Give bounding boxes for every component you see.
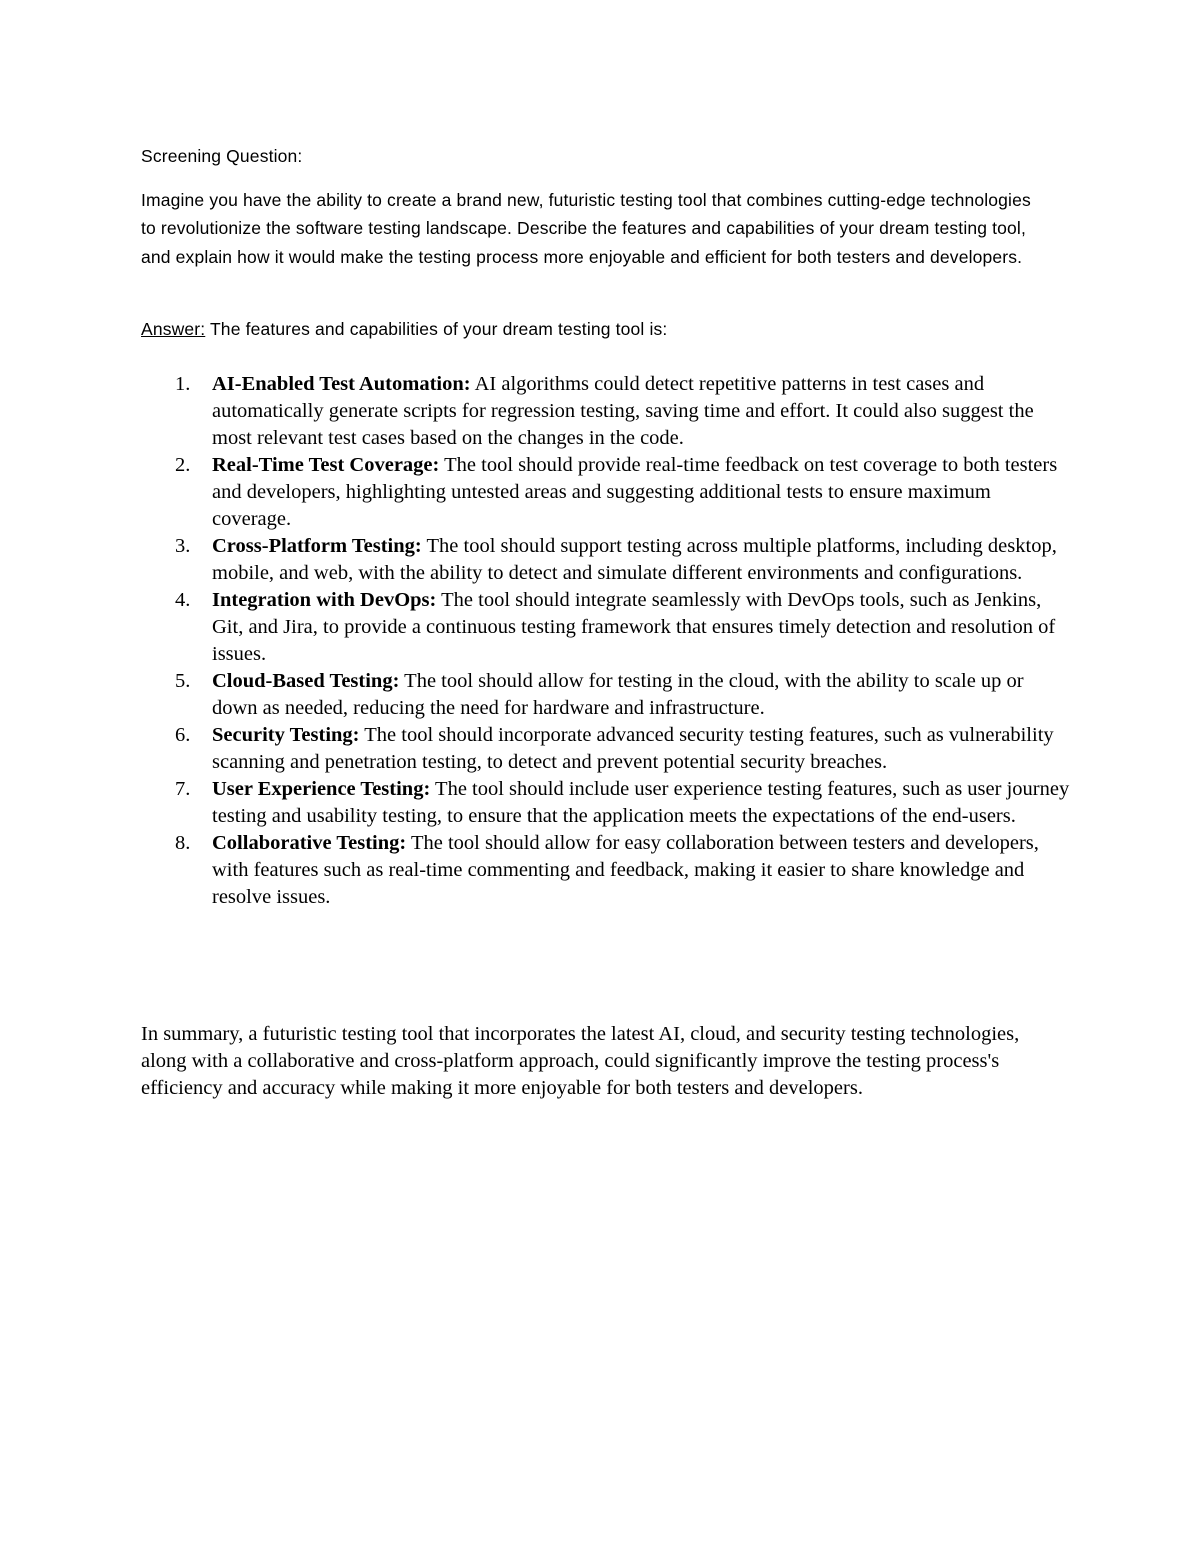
feature-title: Collaborative Testing: bbox=[212, 832, 407, 854]
feature-title: Cloud-Based Testing: bbox=[212, 670, 400, 692]
feature-number: 4. bbox=[175, 589, 191, 611]
feature-title: Real-Time Test Coverage: bbox=[212, 454, 440, 476]
feature-number: 6. bbox=[175, 724, 191, 746]
feature-list-item bbox=[141, 722, 1071, 776]
feature-list-item bbox=[141, 371, 1071, 452]
feature-number: 1. bbox=[175, 373, 191, 395]
answer-label: Answer: bbox=[141, 319, 206, 339]
feature-number: 5. bbox=[175, 670, 191, 692]
screening-question-text: Imagine you have the ability to create a brand new, futuristic testing tool that combines cutting-edge technologies to revolutionize the software testing landscape. Describe the features and capabilities of your dream testing tool, and explain how it would make the testing process more enjoyable and efficient for both testers and developers. bbox=[141, 190, 1031, 267]
feature-title: User Experience Testing: bbox=[212, 778, 431, 800]
feature-description: The tool should incorporate advanced security testing features, such as vulnerability scanning and penetration testing, to detect and prevent potential security breaches. bbox=[212, 724, 1054, 773]
feature-description: The tool should provide real-time feedback on test coverage to both testers and developers, highlighting untested areas and suggesting additional tests to ensure maximum coverage. bbox=[212, 454, 1058, 530]
feature-list-item bbox=[141, 587, 1071, 668]
screening-question-label: Screening Question: bbox=[141, 146, 303, 166]
feature-number: 8. bbox=[175, 832, 191, 854]
feature-list-item bbox=[141, 776, 1071, 830]
feature-number: 2. bbox=[175, 454, 191, 476]
feature-description: The tool should include user experience testing features, such as user journey testing and usability testing, to ensure that the application meets the expectations of the end-users. bbox=[212, 778, 1070, 827]
feature-title: Integration with DevOps: bbox=[212, 589, 437, 611]
feature-list-item bbox=[141, 452, 1071, 533]
feature-title: Security Testing: bbox=[212, 724, 360, 746]
feature-description: The tool should integrate seamlessly with DevOps tools, such as Jenkins, Git, and Jira, to provide a continuous testing framework that ensures timely detection and resolution of issues. bbox=[212, 589, 1056, 665]
feature-number: 7. bbox=[175, 778, 191, 800]
feature-number: 3. bbox=[175, 535, 191, 557]
feature-list-item bbox=[141, 830, 1071, 911]
feature-description: The tool should support testing across multiple platforms, including desktop, mobile, and web, with the ability to detect and simulate different environments and configurations. bbox=[212, 535, 1057, 584]
feature-description: AI algorithms could detect repetitive patterns in test cases and automatically generate scripts for regression testing, saving time and effort. It could also suggest the most relevant test cases based on the changes in the code. bbox=[212, 373, 1034, 449]
feature-description: The tool should allow for testing in the cloud, with the ability to scale up or down as needed, reducing the need for hardware and infrastructure. bbox=[212, 670, 1024, 719]
feature-title: AI-Enabled Test Automation: bbox=[212, 373, 471, 395]
answer-intro: The features and capabilities of your dream testing tool is: bbox=[209, 319, 668, 339]
feature-description: The tool should allow for easy collaboration between testers and developers, with features such as real-time commenting and feedback, making it easier to share knowledge and resolve issues. bbox=[212, 832, 1039, 908]
feature-list-item bbox=[141, 533, 1071, 587]
answer-line bbox=[141, 315, 1071, 343]
summary-paragraph: In summary, a futuristic testing tool that incorporates the latest AI, cloud, and security testing technologies, along with a collaborative and cross-platform approach, could significantly improve the testing process's efficiency and accuracy while making it more enjoyable for both testers and developers. bbox=[141, 1023, 1020, 1099]
feature-list-item bbox=[141, 668, 1071, 722]
feature-list bbox=[141, 371, 1071, 911]
feature-title: Cross-Platform Testing: bbox=[212, 535, 422, 557]
